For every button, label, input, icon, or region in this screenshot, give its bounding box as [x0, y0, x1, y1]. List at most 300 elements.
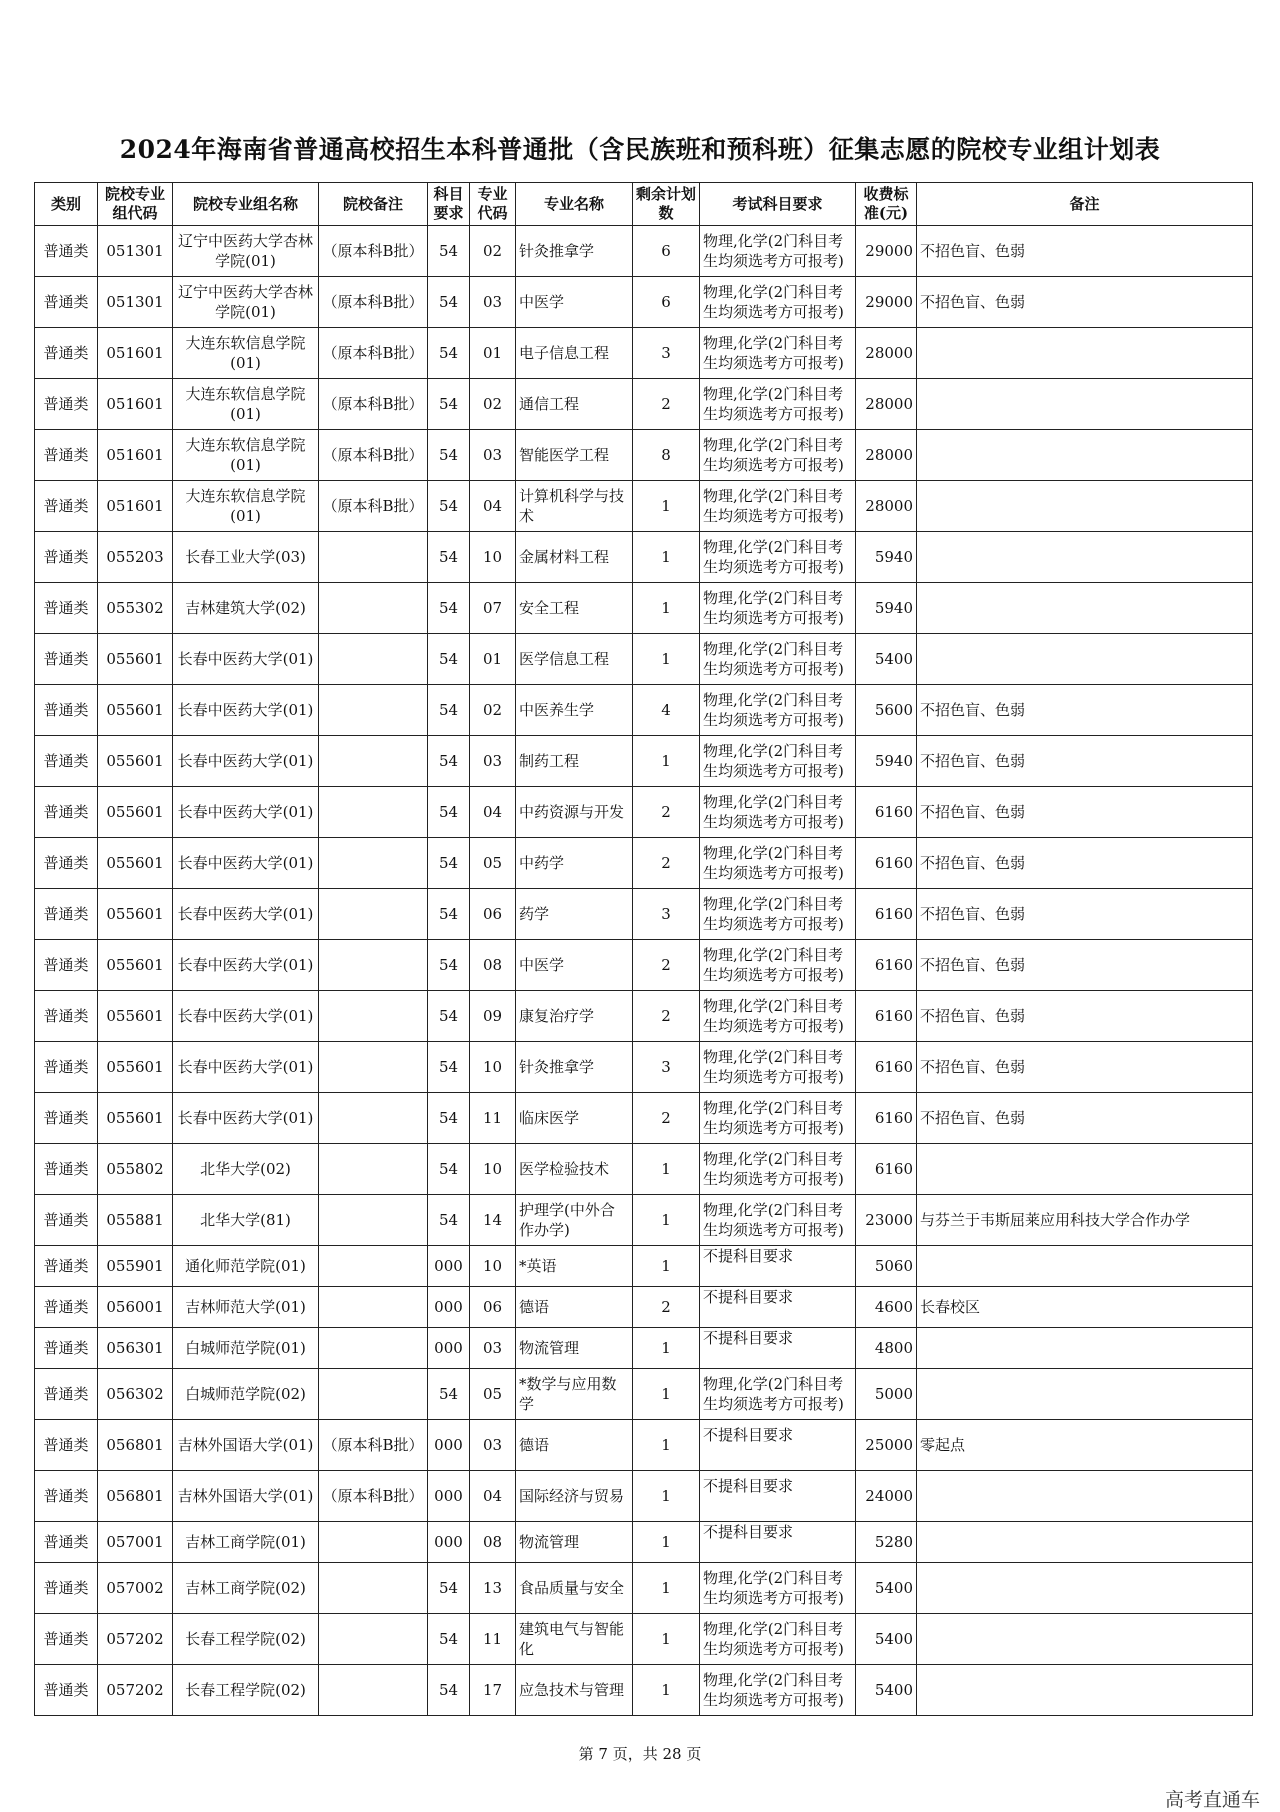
table-row: [35, 634, 1253, 685]
remaining-plan-cell: 2: [633, 940, 700, 991]
exam-subject-text: 物理,化学(2门科目考生均须选考方可报考): [703, 283, 844, 321]
school-note-cell: [319, 787, 428, 838]
category-cell: 普通类: [35, 1369, 98, 1420]
exam-subject-cell: [700, 991, 856, 1042]
table-row: [35, 736, 1253, 787]
subject-req-cell: 54: [428, 1144, 470, 1195]
school-note-cell: [319, 634, 428, 685]
major-name-cell: 计算机科学与技术: [516, 481, 633, 532]
category-cell: 普通类: [35, 1144, 98, 1195]
remark-cell: [917, 1246, 1253, 1287]
group-code-cell: 056801: [98, 1471, 173, 1522]
remark-cell: 长春校区: [917, 1287, 1253, 1328]
table-row: [35, 1042, 1253, 1093]
exam-subject-text: 物理,化学(2门科目考生均须选考方可报考): [703, 385, 844, 423]
group-name-cell: 长春中医药大学(01): [173, 991, 319, 1042]
table-row: [35, 1246, 1253, 1287]
category-cell: 普通类: [35, 1614, 98, 1665]
school-note-cell: [319, 1093, 428, 1144]
table-row: [35, 583, 1253, 634]
exam-subject-text: 物理,化学(2门科目考生均须选考方可报考): [703, 640, 844, 678]
exam-subject-cell: [700, 685, 856, 736]
exam-subject-cell: [700, 1144, 856, 1195]
major-name-cell: 制药工程: [516, 736, 633, 787]
remark-cell: 不招色盲、色弱: [917, 940, 1253, 991]
group-name-cell: 长春工程学院(02): [173, 1665, 319, 1716]
group-code-cell: 055302: [98, 583, 173, 634]
exam-subject-text: 物理,化学(2门科目考生均须选考方可报考): [703, 742, 844, 780]
exam-subject-cell: [700, 1093, 856, 1144]
subject-req-cell: 54: [428, 1665, 470, 1716]
school-note-cell: [319, 736, 428, 787]
fee-cell: 28000: [856, 430, 917, 481]
exam-subject-text: 物理,化学(2门科目考生均须选考方可报考): [703, 946, 844, 984]
subject-req-cell: 000: [428, 1471, 470, 1522]
fee-cell: 6160: [856, 889, 917, 940]
remark-cell: 不招色盲、色弱: [917, 787, 1253, 838]
subject-req-cell: 54: [428, 940, 470, 991]
table-row: [35, 1665, 1253, 1716]
major-name-cell: 医学信息工程: [516, 634, 633, 685]
subject-req-cell: 000: [428, 1328, 470, 1369]
major-code-cell: 06: [470, 1287, 516, 1328]
group-name-cell: 长春中医药大学(01): [173, 1093, 319, 1144]
major-name-cell: 临床医学: [516, 1093, 633, 1144]
group-code-cell: 051601: [98, 430, 173, 481]
remark-cell: 不招色盲、色弱: [917, 889, 1253, 940]
exam-subject-cell: [700, 634, 856, 685]
subject-req-cell: 54: [428, 430, 470, 481]
group-name-cell: 白城师范学院(02): [173, 1369, 319, 1420]
remaining-plan-cell: 1: [633, 481, 700, 532]
category-cell: 普通类: [35, 634, 98, 685]
subject-req-cell: 000: [428, 1246, 470, 1287]
group-code-cell: 056001: [98, 1287, 173, 1328]
table-row: [35, 328, 1253, 379]
group-name-cell: 白城师范学院(01): [173, 1328, 319, 1369]
category-cell: 普通类: [35, 1522, 98, 1563]
exam-subject-text: 不提科目要求: [703, 1477, 794, 1495]
school-note-cell: （原本科B批）: [319, 1471, 428, 1522]
major-code-cell: 11: [470, 1614, 516, 1665]
remark-cell: [917, 430, 1253, 481]
subject-req-cell: 54: [428, 1093, 470, 1144]
school-note-cell: [319, 1246, 428, 1287]
group-code-cell: 056302: [98, 1369, 173, 1420]
major-code-cell: 02: [470, 685, 516, 736]
table-row: [35, 940, 1253, 991]
subject-req-cell: 54: [428, 787, 470, 838]
fee-cell: 5600: [856, 685, 917, 736]
remark-cell: 不招色盲、色弱: [917, 991, 1253, 1042]
remaining-plan-cell: 1: [633, 1614, 700, 1665]
exam-subject-cell: [700, 1042, 856, 1093]
table-row: [35, 1420, 1253, 1471]
remaining-plan-cell: 1: [633, 1195, 700, 1246]
category-cell: 普通类: [35, 1287, 98, 1328]
group-code-cell: 051301: [98, 277, 173, 328]
major-code-cell: 04: [470, 1471, 516, 1522]
school-note-cell: （原本科B批）: [319, 277, 428, 328]
major-name-cell: 安全工程: [516, 583, 633, 634]
category-cell: 普通类: [35, 787, 98, 838]
category-cell: 普通类: [35, 277, 98, 328]
fee-cell: 28000: [856, 328, 917, 379]
major-name-cell: 智能医学工程: [516, 430, 633, 481]
remaining-plan-cell: 3: [633, 1042, 700, 1093]
major-code-cell: 06: [470, 889, 516, 940]
fee-cell: 6160: [856, 787, 917, 838]
header-cell: 类别: [35, 183, 98, 226]
major-name-cell: 医学检验技术: [516, 1144, 633, 1195]
category-cell: 普通类: [35, 430, 98, 481]
major-code-cell: 02: [470, 379, 516, 430]
table-row: [35, 1369, 1253, 1420]
table-row: [35, 532, 1253, 583]
major-name-cell: 护理学(中外合作办学): [516, 1195, 633, 1246]
group-code-cell: 055601: [98, 940, 173, 991]
exam-subject-text: 物理,化学(2门科目考生均须选考方可报考): [703, 487, 844, 525]
remark-cell: [917, 379, 1253, 430]
exam-subject-cell: [700, 1614, 856, 1665]
remark-cell: [917, 1369, 1253, 1420]
major-name-cell: 国际经济与贸易: [516, 1471, 633, 1522]
category-cell: 普通类: [35, 889, 98, 940]
school-note-cell: [319, 1195, 428, 1246]
remaining-plan-cell: 1: [633, 736, 700, 787]
school-note-cell: [319, 991, 428, 1042]
exam-subject-cell: [700, 1287, 856, 1328]
group-code-cell: 055601: [98, 736, 173, 787]
fee-cell: 5400: [856, 1665, 917, 1716]
remark-cell: [917, 1471, 1253, 1522]
group-name-cell: 辽宁中医药大学杏林学院(01): [173, 226, 319, 277]
remark-cell: [917, 1328, 1253, 1369]
page-footer: 第 7 页，共 28 页: [578, 1745, 702, 1763]
category-cell: 普通类: [35, 940, 98, 991]
category-cell: 普通类: [35, 991, 98, 1042]
remark-cell: 不招色盲、色弱: [917, 736, 1253, 787]
fee-cell: 29000: [856, 277, 917, 328]
remark-cell: [917, 1665, 1253, 1716]
remark-cell: [917, 532, 1253, 583]
major-name-cell: 食品质量与安全: [516, 1563, 633, 1614]
remaining-plan-cell: 2: [633, 1287, 700, 1328]
group-name-cell: 吉林外国语大学(01): [173, 1420, 319, 1471]
group-name-cell: 长春中医药大学(01): [173, 838, 319, 889]
group-name-cell: 大连东软信息学院(01): [173, 328, 319, 379]
group-code-cell: 057202: [98, 1665, 173, 1716]
school-note-cell: [319, 1328, 428, 1369]
group-name-cell: 大连东软信息学院(01): [173, 481, 319, 532]
group-code-cell: 057002: [98, 1563, 173, 1614]
exam-subject-cell: [700, 1471, 856, 1522]
exam-subject-text: 物理,化学(2门科目考生均须选考方可报考): [703, 1620, 844, 1658]
fee-cell: 28000: [856, 379, 917, 430]
remaining-plan-cell: 8: [633, 430, 700, 481]
subject-req-cell: 54: [428, 226, 470, 277]
major-code-cell: 09: [470, 991, 516, 1042]
major-name-cell: *数学与应用数学: [516, 1369, 633, 1420]
exam-subject-cell: [700, 838, 856, 889]
major-code-cell: 17: [470, 1665, 516, 1716]
exam-subject-text: 物理,化学(2门科目考生均须选考方可报考): [703, 793, 844, 831]
remark-cell: [917, 328, 1253, 379]
subject-req-cell: 54: [428, 481, 470, 532]
major-code-cell: 10: [470, 1042, 516, 1093]
major-code-cell: 05: [470, 1369, 516, 1420]
group-name-cell: 北华大学(81): [173, 1195, 319, 1246]
fee-cell: 5400: [856, 1563, 917, 1614]
school-note-cell: [319, 1563, 428, 1614]
major-code-cell: 10: [470, 532, 516, 583]
major-code-cell: 03: [470, 1328, 516, 1369]
group-code-cell: 055601: [98, 685, 173, 736]
group-name-cell: 吉林工商学院(01): [173, 1522, 319, 1563]
remaining-plan-cell: 2: [633, 991, 700, 1042]
group-name-cell: 辽宁中医药大学杏林学院(01): [173, 277, 319, 328]
major-name-cell: 德语: [516, 1420, 633, 1471]
exam-subject-cell: [700, 277, 856, 328]
header-cell: 收费标准(元): [856, 183, 917, 226]
plan-table: [34, 182, 1253, 1716]
major-name-cell: 药学: [516, 889, 633, 940]
fee-cell: 28000: [856, 481, 917, 532]
exam-subject-cell: [700, 940, 856, 991]
exam-subject-text: 物理,化学(2门科目考生均须选考方可报考): [703, 691, 844, 729]
major-name-cell: 电子信息工程: [516, 328, 633, 379]
category-cell: 普通类: [35, 736, 98, 787]
category-cell: 普通类: [35, 328, 98, 379]
group-code-cell: 056301: [98, 1328, 173, 1369]
exam-subject-text: 物理,化学(2门科目考生均须选考方可报考): [703, 436, 844, 474]
fee-cell: 6160: [856, 940, 917, 991]
category-cell: 普通类: [35, 1665, 98, 1716]
major-code-cell: 01: [470, 634, 516, 685]
fee-cell: 29000: [856, 226, 917, 277]
major-code-cell: 11: [470, 1093, 516, 1144]
subject-req-cell: 000: [428, 1522, 470, 1563]
exam-subject-cell: [700, 583, 856, 634]
group-name-cell: 北华大学(02): [173, 1144, 319, 1195]
major-name-cell: 康复治疗学: [516, 991, 633, 1042]
category-cell: 普通类: [35, 1328, 98, 1369]
school-note-cell: [319, 1144, 428, 1195]
remark-cell: [917, 634, 1253, 685]
group-code-cell: 055601: [98, 634, 173, 685]
subject-req-cell: 54: [428, 1195, 470, 1246]
exam-subject-text: 物理,化学(2门科目考生均须选考方可报考): [703, 1201, 844, 1239]
fee-cell: 5400: [856, 1614, 917, 1665]
table-header-row: [35, 183, 1253, 226]
subject-req-cell: 54: [428, 889, 470, 940]
subject-req-cell: 54: [428, 838, 470, 889]
group-name-cell: 长春工程学院(02): [173, 1614, 319, 1665]
table-row: [35, 430, 1253, 481]
school-note-cell: （原本科B批）: [319, 481, 428, 532]
group-name-cell: 长春中医药大学(01): [173, 787, 319, 838]
group-name-cell: 大连东软信息学院(01): [173, 430, 319, 481]
group-name-cell: 吉林师范大学(01): [173, 1287, 319, 1328]
group-code-cell: 057202: [98, 1614, 173, 1665]
remaining-plan-cell: 1: [633, 1328, 700, 1369]
exam-subject-text: 物理,化学(2门科目考生均须选考方可报考): [703, 1375, 844, 1413]
header-cell: 考试科目要求: [700, 183, 856, 226]
group-name-cell: 长春工业大学(03): [173, 532, 319, 583]
major-name-cell: 中医学: [516, 277, 633, 328]
fee-cell: 5000: [856, 1369, 917, 1420]
header-cell: 备注: [917, 183, 1253, 226]
group-name-cell: 长春中医药大学(01): [173, 634, 319, 685]
exam-subject-text: 不提科目要求: [703, 1426, 794, 1444]
school-note-cell: （原本科B批）: [319, 226, 428, 277]
major-name-cell: 针灸推拿学: [516, 1042, 633, 1093]
table-row: [35, 685, 1253, 736]
major-code-cell: 03: [470, 277, 516, 328]
major-code-cell: 03: [470, 1420, 516, 1471]
table-row: [35, 1287, 1253, 1328]
major-name-cell: 应急技术与管理: [516, 1665, 633, 1716]
group-code-cell: 055601: [98, 1042, 173, 1093]
table-row: [35, 787, 1253, 838]
major-code-cell: 05: [470, 838, 516, 889]
table-row: [35, 1522, 1253, 1563]
major-name-cell: 中医学: [516, 940, 633, 991]
fee-cell: 5940: [856, 736, 917, 787]
remark-cell: [917, 1614, 1253, 1665]
header-cell: 院校专业组代码: [98, 183, 173, 226]
remark-cell: [917, 1563, 1253, 1614]
exam-subject-cell: [700, 787, 856, 838]
remaining-plan-cell: 6: [633, 277, 700, 328]
watermark: 高考直通车: [1164, 1789, 1260, 1811]
table-row: [35, 838, 1253, 889]
school-note-cell: [319, 1614, 428, 1665]
major-name-cell: 中医养生学: [516, 685, 633, 736]
category-cell: 普通类: [35, 1471, 98, 1522]
school-note-cell: （原本科B批）: [319, 379, 428, 430]
header-cell: 剩余计划数: [633, 183, 700, 226]
group-code-cell: 056801: [98, 1420, 173, 1471]
remaining-plan-cell: 2: [633, 787, 700, 838]
major-name-cell: 中药资源与开发: [516, 787, 633, 838]
group-code-cell: 055601: [98, 889, 173, 940]
remaining-plan-cell: 1: [633, 1369, 700, 1420]
subject-req-cell: 54: [428, 532, 470, 583]
major-code-cell: 04: [470, 787, 516, 838]
school-note-cell: [319, 838, 428, 889]
remaining-plan-cell: 1: [633, 532, 700, 583]
subject-req-cell: 54: [428, 634, 470, 685]
header-cell: 专业代码: [470, 183, 516, 226]
subject-req-cell: 54: [428, 685, 470, 736]
exam-subject-cell: [700, 1563, 856, 1614]
remaining-plan-cell: 1: [633, 634, 700, 685]
category-cell: 普通类: [35, 685, 98, 736]
table-row: [35, 889, 1253, 940]
table-row: [35, 481, 1253, 532]
major-name-cell: 德语: [516, 1287, 633, 1328]
table-row: [35, 1195, 1253, 1246]
exam-subject-cell: [700, 532, 856, 583]
remaining-plan-cell: 1: [633, 1246, 700, 1287]
exam-subject-cell: [700, 1369, 856, 1420]
remaining-plan-cell: 4: [633, 685, 700, 736]
remaining-plan-cell: 1: [633, 1420, 700, 1471]
school-note-cell: （原本科B批）: [319, 1420, 428, 1471]
exam-subject-cell: [700, 1328, 856, 1369]
category-cell: 普通类: [35, 838, 98, 889]
category-cell: 普通类: [35, 1246, 98, 1287]
remark-cell: 不招色盲、色弱: [917, 838, 1253, 889]
fee-cell: 4800: [856, 1328, 917, 1369]
school-note-cell: [319, 685, 428, 736]
group-code-cell: 055901: [98, 1246, 173, 1287]
major-code-cell: 13: [470, 1563, 516, 1614]
subject-req-cell: 54: [428, 379, 470, 430]
exam-subject-text: 物理,化学(2门科目考生均须选考方可报考): [703, 1569, 844, 1607]
group-code-cell: 055601: [98, 1093, 173, 1144]
subject-req-cell: 54: [428, 583, 470, 634]
remark-cell: 不招色盲、色弱: [917, 277, 1253, 328]
table-row: [35, 991, 1253, 1042]
exam-subject-text: 物理,化学(2门科目考生均须选考方可报考): [703, 1048, 844, 1086]
remark-cell: 不招色盲、色弱: [917, 226, 1253, 277]
group-name-cell: 长春中医药大学(01): [173, 736, 319, 787]
remaining-plan-cell: 1: [633, 1563, 700, 1614]
exam-subject-text: 物理,化学(2门科目考生均须选考方可报考): [703, 844, 844, 882]
group-code-cell: 051301: [98, 226, 173, 277]
exam-subject-cell: [700, 1665, 856, 1716]
group-code-cell: 055881: [98, 1195, 173, 1246]
major-code-cell: 04: [470, 481, 516, 532]
subject-req-cell: 54: [428, 328, 470, 379]
remark-cell: 不招色盲、色弱: [917, 685, 1253, 736]
category-cell: 普通类: [35, 226, 98, 277]
group-name-cell: 长春中医药大学(01): [173, 940, 319, 991]
school-note-cell: [319, 1042, 428, 1093]
major-name-cell: 金属材料工程: [516, 532, 633, 583]
remaining-plan-cell: 1: [633, 1471, 700, 1522]
header-cell: 科目要求: [428, 183, 470, 226]
remark-cell: 不招色盲、色弱: [917, 1042, 1253, 1093]
remaining-plan-cell: 3: [633, 328, 700, 379]
group-code-cell: 055802: [98, 1144, 173, 1195]
school-note-cell: [319, 940, 428, 991]
exam-subject-cell: [700, 1195, 856, 1246]
subject-req-cell: 54: [428, 736, 470, 787]
school-note-cell: [319, 583, 428, 634]
fee-cell: 23000: [856, 1195, 917, 1246]
category-cell: 普通类: [35, 481, 98, 532]
group-code-cell: 051601: [98, 481, 173, 532]
remark-cell: 与芬兰于韦斯屈莱应用科技大学合作办学: [917, 1195, 1253, 1246]
remark-cell: 零起点: [917, 1420, 1253, 1471]
fee-cell: 6160: [856, 991, 917, 1042]
school-note-cell: （原本科B批）: [319, 328, 428, 379]
school-note-cell: [319, 532, 428, 583]
table-row: [35, 1614, 1253, 1665]
major-code-cell: 03: [470, 430, 516, 481]
exam-subject-cell: [700, 328, 856, 379]
remark-cell: [917, 1522, 1253, 1563]
subject-req-cell: 54: [428, 991, 470, 1042]
header-cell: 院校专业组名称: [173, 183, 319, 226]
remaining-plan-cell: 2: [633, 1093, 700, 1144]
subject-req-cell: 000: [428, 1287, 470, 1328]
fee-cell: 5940: [856, 532, 917, 583]
group-code-cell: 051601: [98, 328, 173, 379]
